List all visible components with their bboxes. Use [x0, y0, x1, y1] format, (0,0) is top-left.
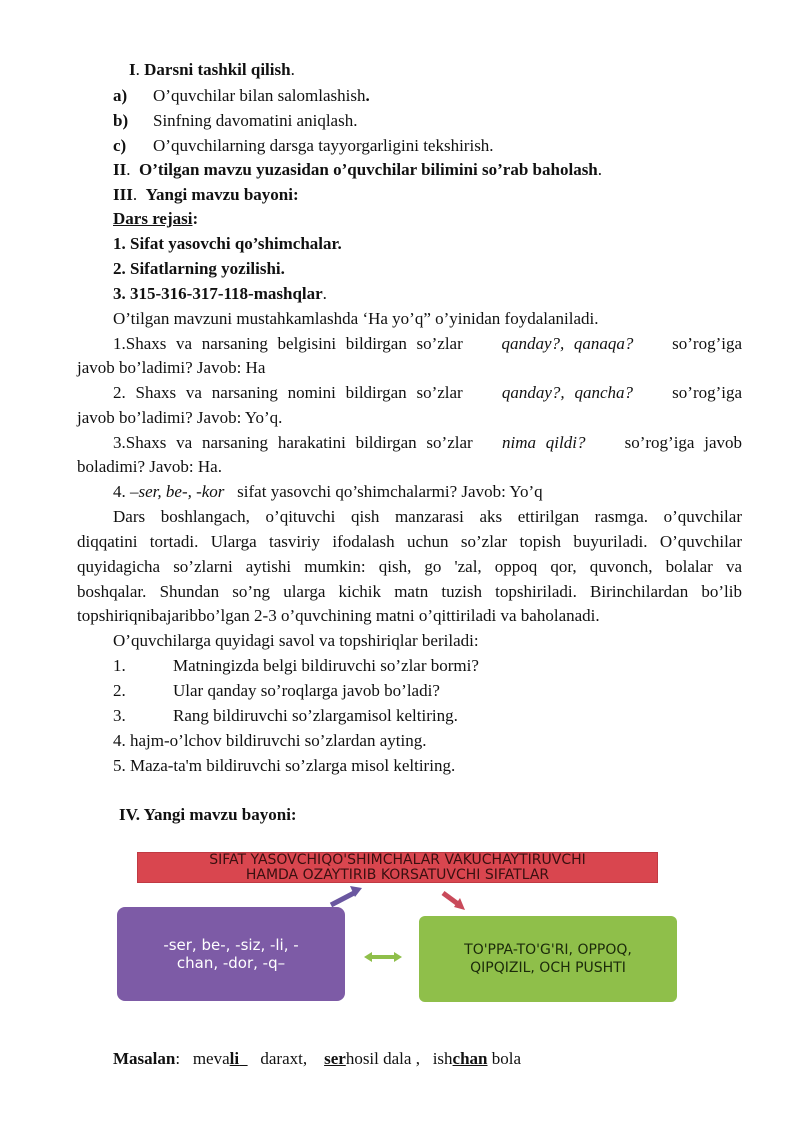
task-item-1: 1. Matningizda belgi bildiruvchi so’zlar bormi? [113, 656, 479, 675]
paragraph-line-1: Dars boshlangach, o’qituvchi qish manzarasi aks ettirilgan rasmga. o’quvchilar [113, 507, 742, 526]
diagram-left-line-1: -ser, be-, -siz, -li, - [163, 936, 299, 954]
arrow-left-right [364, 952, 402, 962]
tasks-intro: O’quvchilarga quyidagi savol va topshiriqlar beriladi: [113, 631, 479, 650]
task-item-4: 4. hajm-o’lchov bildiruvchi so’zlardan ayting. [113, 731, 427, 750]
game-question-3: 3.Shaxs va narsaning harakatini bildirgan so’zlar nima qildi? so’rog’iga javob [113, 433, 743, 452]
section-1-item-c: c) O’quvchilarning darsga tayyorgarligini tekshirish. [113, 136, 494, 155]
paragraph-line-4: boshqalar. Shundan so’ng ularga kichik matn tuzish topshiriladi. Birinchilardan bo’lib [77, 582, 742, 601]
diagram-top-line-1: SIFAT YASOVCHIQO'SHIMCHALAR VAKUCHAYTIRUVCHI [209, 851, 586, 868]
section-2-heading: II. O’tilgan mavzu yuzasidan o’quvchilar bilimini so’rab baholash. [113, 160, 603, 179]
section-1-item-a: a) O’quvchilar bilan salomlashish. [113, 86, 370, 105]
task-item-2: 2. Ular qanday so’roqlarga javob bo’ladi? [113, 681, 440, 700]
paragraph-line-3: quyidagicha so’zlarni aytishi mumkin: qish, go 'zal, oppoq qor, quvonch, bolalar va [77, 557, 742, 576]
game-question-1-cont: javob bo’ladimi? Javob: Ha [77, 358, 266, 377]
paragraph-line-2: diqqatini tortadi. Ularga tasviriy ifodalash uchun so’zlar topish buyuriladi. O’quvchilar [77, 532, 742, 551]
section-3-heading: III. Yangi mavzu bayoni: [113, 185, 299, 204]
arrow-left-to-top [331, 886, 362, 905]
diagram-right-line-2: QIPQIZIL, OCH PUSHTI [470, 960, 626, 976]
paragraph-line-5: topshiriqnibajaribbo’lgan 2-3 o’quvchining matni o’qittiriladi va baholanadi. [77, 606, 600, 625]
diagram-right-line-1: TO'PPA-TO'G'RI, OPPOQ, [464, 942, 632, 958]
diagram-top-line-2: HAMDA OZAYTIRIB KORSATUVCHI SIFATLAR [245, 866, 550, 883]
section-1-heading: I. Darsni tashkil qilish. [129, 60, 295, 79]
task-item-3: 3. Rang bildiruvchi so’zlargamisol keltiring. [113, 706, 458, 725]
arrow-top-to-right [443, 893, 465, 910]
game-question-2: 2. Shaxs va narsaning nomini bildirgan so’zlar qanday?, qancha? so’rog’iga [113, 383, 743, 402]
section-1-item-b: b) Sinfning davomatini aniqlash. [113, 111, 358, 130]
game-intro: O’tilgan mavzuni mustahkamlashda ‘Ha yo’q” o’yinidan foydalaniladi. [113, 309, 599, 328]
game-question-1: 1.Shaxs va narsaning belgisini bildirgan so’zlar qanday?, qanaqa? so’rog’iga [113, 334, 743, 353]
plan-item-2: 2. Sifatlarning yozilishi. [113, 259, 285, 278]
plan-item-1: 1. Sifat yasovchi qo’shimchalar. [113, 234, 342, 253]
game-question-4: 4. –ser, be-, -kor sifat yasovchi qo’shimchalarmi? Javob: Yo’q [113, 482, 543, 501]
example-line: Masalan: mevali daraxt, serhosil dala , ishchan bola [113, 1049, 522, 1068]
plan-item-3: 3. 315-316-317-118-mashqlar. [113, 284, 327, 303]
plan-heading: Dars rejasi: [113, 209, 199, 228]
diagram-left-line-2: chan, -dor, -q– [176, 954, 286, 972]
game-question-3-cont: boladimi? Javob: Ha. [77, 457, 222, 476]
task-item-5: 5. Maza-ta'm bildiruvchi so’zlarga misol keltiring. [113, 756, 456, 775]
diagram-right-box [419, 916, 677, 1002]
section-4-heading: IV. Yangi mavzu bayoni: [119, 805, 297, 824]
game-question-2-cont: javob bo’ladimi? Javob: Yo’q. [77, 408, 283, 427]
diagram-left-box [117, 907, 345, 1001]
